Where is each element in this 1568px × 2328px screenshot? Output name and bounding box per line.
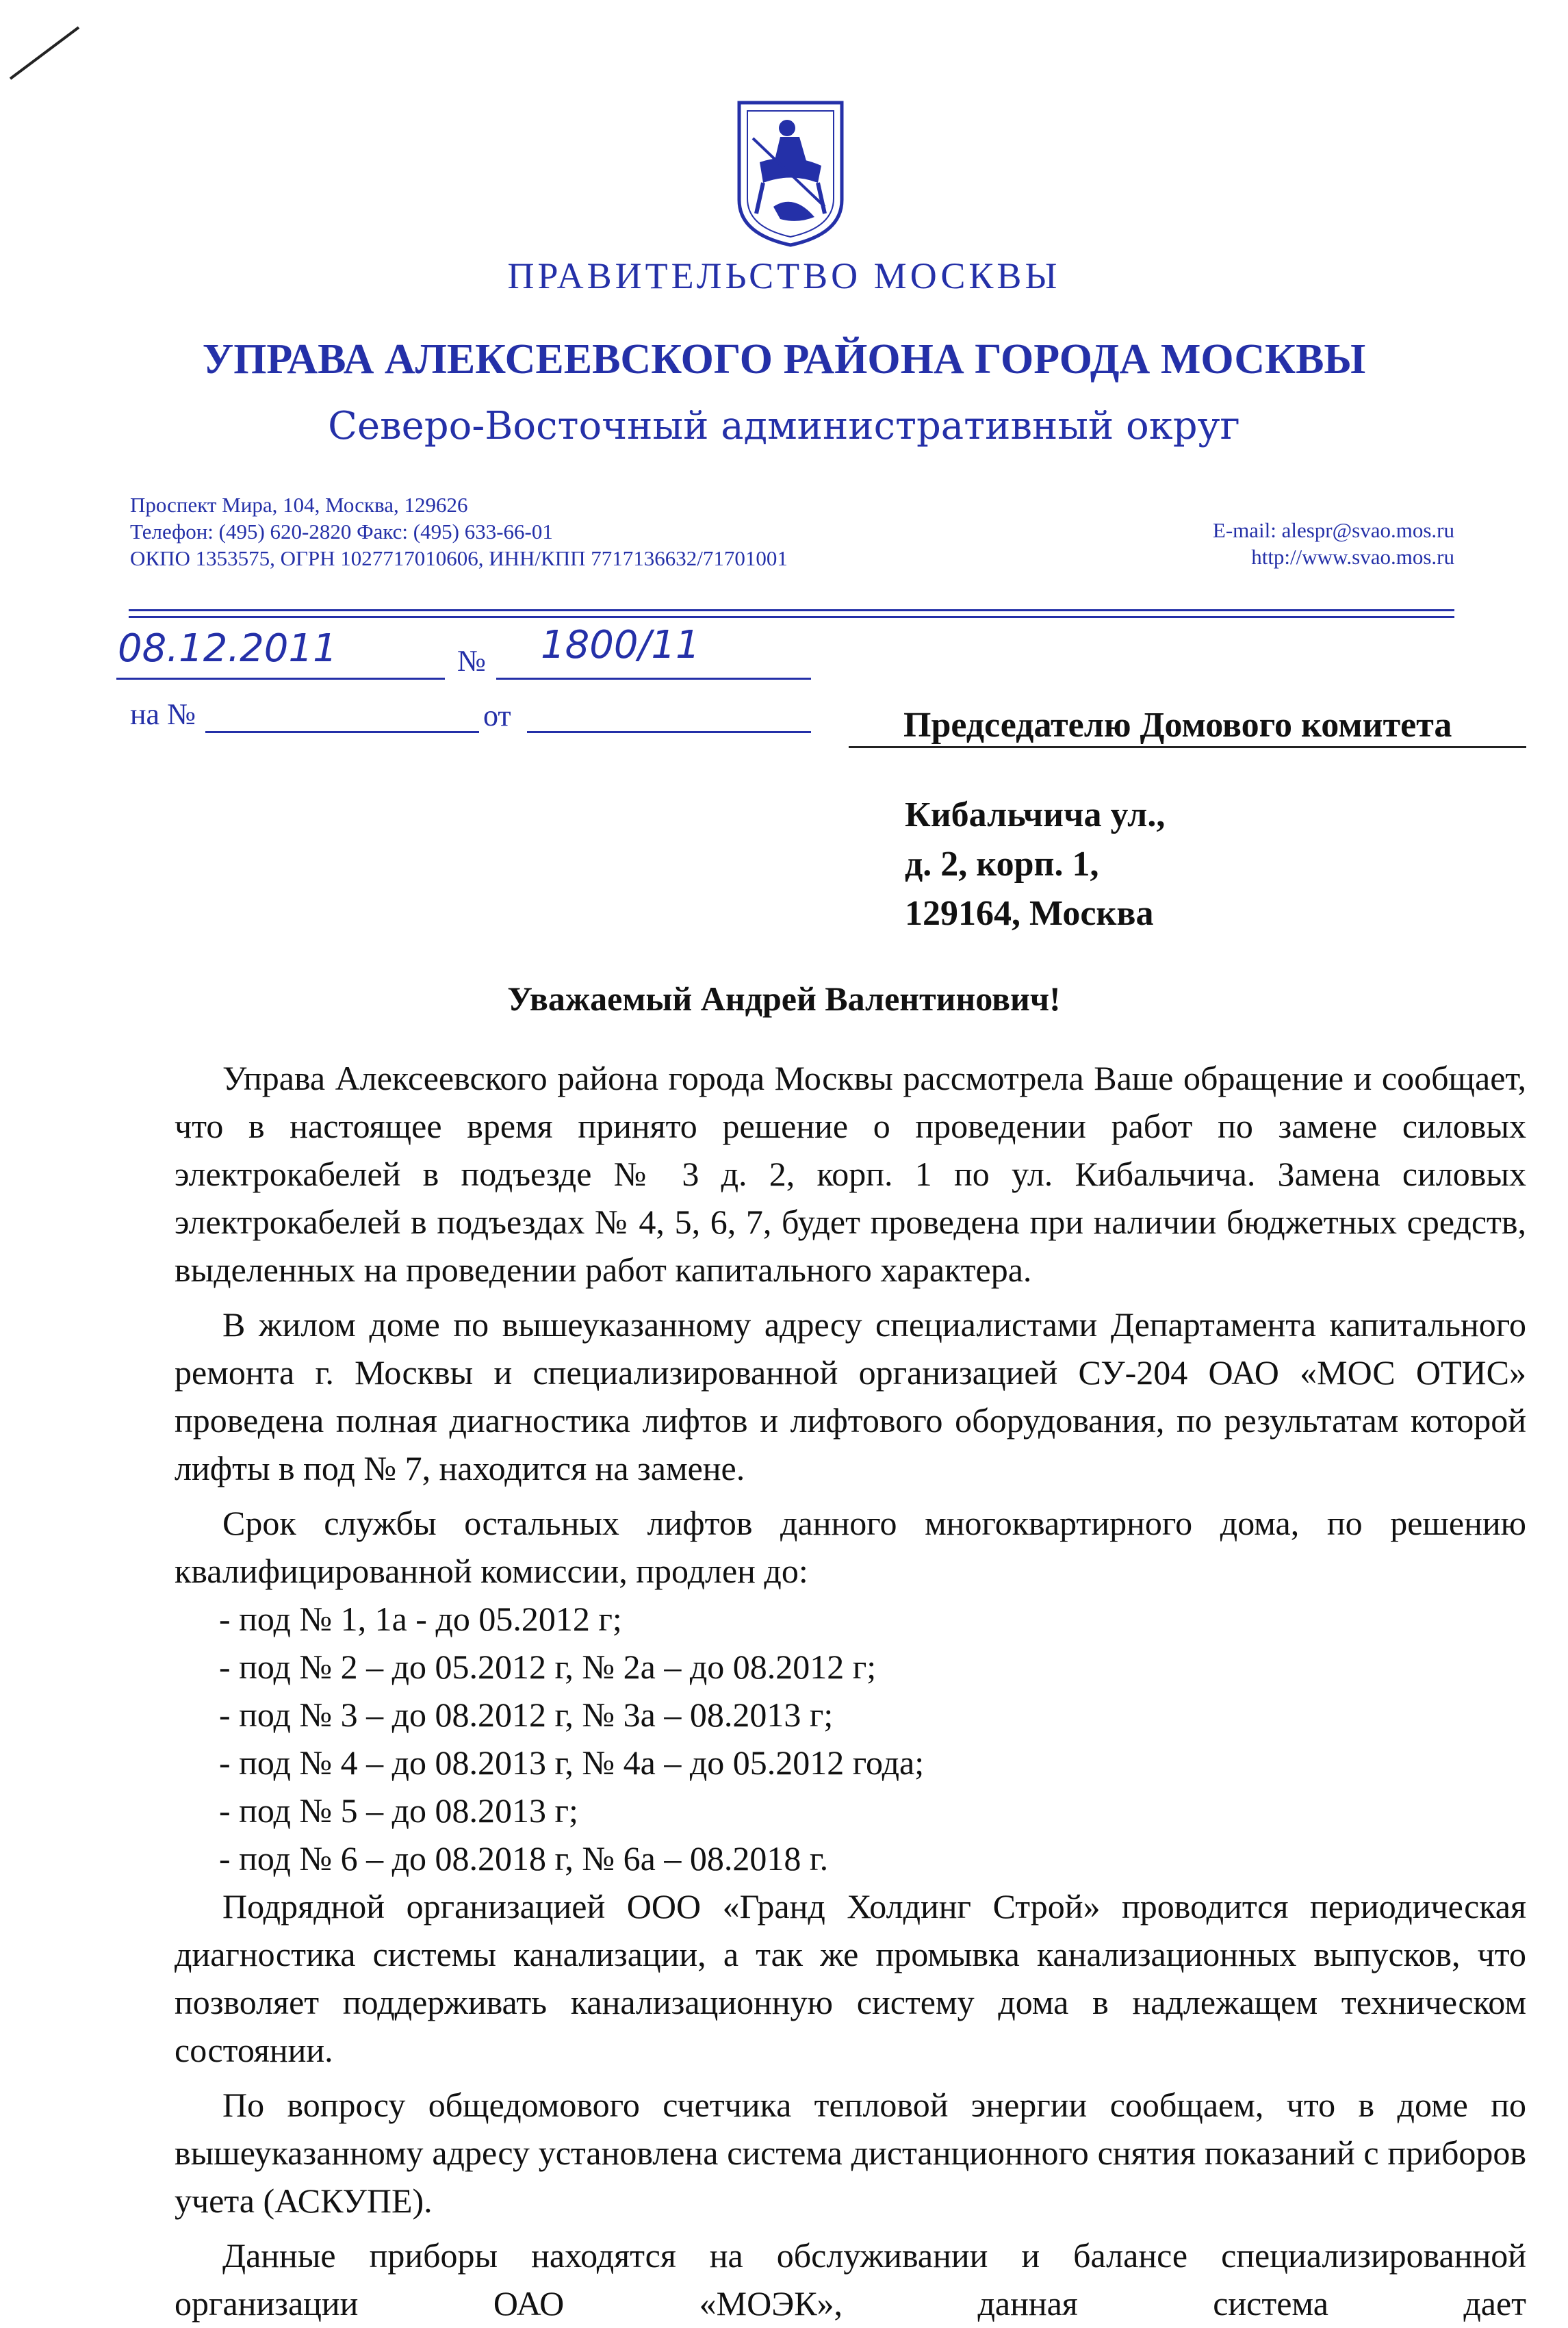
paragraph-cable-replacement: Управа Алексеевского района города Москвы рассмотрела Ваше обращение и сообщает, что в настоящее время принято решение о проведении работ по замене силовых электрокабелей в подъезде № 3 д. 2, корп. 1 по ул. Кибальчича. Замена силовых электрокабелей в подъездах № 4, 5, 6, 7, будет проведена при наличии бюджетных средств, выделенных на проведении работ капитального характера. [175, 1059, 1526, 1289]
paragraph-heat-meter: По вопросу общедомового счетчика тепловой энергии сообщаем, что в доме по вышеуказанному адресу установлена система дистанционного снятия показаний с приборов учета (АСКУПЕ). [175, 2086, 1526, 2220]
paragraph-lift-service-life: Срок службы остальных лифтов данного многоквартирного дома, по решению квалифицированной комиссии, продлен до: [175, 1504, 1526, 1590]
addressee-line-2: Кибальчича ул., [905, 795, 1166, 834]
from-label: от [483, 699, 511, 732]
paragraph-meter-maintenance: Данные приборы находятся на обслуживании и балансе специализированной организации ОАО «МОЭК», данная система дает [175, 2236, 1526, 2323]
district-title: Северо-Восточный административный округ [328, 404, 1240, 448]
addressee-underline [849, 746, 1526, 748]
list-item: - под № 6 – до 08.2018 г, № 6а – 08.2018 г. [219, 1839, 829, 1878]
number-label: № [457, 644, 486, 678]
addressee-line-1: Председателю Домового комитета [903, 706, 1452, 745]
from-line [527, 731, 811, 733]
registration-line: ОКПО 1353575, ОГРН 1027717010606, ИНН/КПП 7717136632/71701001 [130, 546, 788, 570]
header-rule-bottom [129, 616, 1454, 618]
ref-line [205, 731, 479, 733]
moscow-coat-of-arms-icon [732, 97, 849, 249]
phone-fax-line: Телефон: (495) 620-2820 Факс: (495) 633-66-01 [130, 520, 553, 543]
ref-label: на № [130, 698, 196, 731]
header-rule-top [129, 609, 1454, 611]
list-item: - под № 5 – до 08.2013 г; [219, 1791, 578, 1830]
list-item: - под № 1, 1а - до 05.2012 г; [219, 1600, 622, 1638]
addressee-line-3: д. 2, корп. 1, [905, 845, 1099, 884]
list-item: - под № 2 – до 05.2012 г, № 2а – до 08.2012 г; [219, 1648, 877, 1686]
contacts-left [130, 491, 788, 572]
list-item: - под № 4 – до 08.2013 г, № 4а – до 05.2012 года; [219, 1743, 925, 1782]
government-title: ПРАВИТЕЛЬСТВО МОСКВЫ [507, 255, 1061, 296]
date-handwritten: 08.12.2011 [118, 626, 337, 671]
email-line: E-mail: alespr@svao.mos.ru [1212, 518, 1454, 542]
scan-mark [7, 21, 82, 82]
addressee-line-4: 129164, Москва [905, 894, 1154, 933]
website-line: http://www.svao.mos.ru [1251, 545, 1454, 569]
list-item: - под № 3 – до 08.2012 г, № 3а – 08.2013 г; [219, 1696, 834, 1734]
organization-title: УПРАВА АЛЕКСЕЕВСКОГО РАЙОНА ГОРОДА МОСКВЫ [202, 336, 1366, 383]
contacts-right [1213, 517, 1454, 570]
addressee-block [905, 791, 1165, 938]
date-line [116, 678, 445, 680]
address-line: Проспект Мира, 104, Москва, 129626 [130, 493, 468, 517]
paragraph-sewerage: Подрядной организацией ООО «Гранд Холдинг Строй» проводится периодическая диагностика системы канализации, а так же промывка канализационных выпусков, что позволяет поддерживать канализационную систему дома в надлежащем техническом состоянии. [175, 1887, 1526, 2069]
greeting: Уважаемый Андрей Валентинович! [507, 980, 1061, 1018]
number-line [496, 678, 811, 680]
letter-body [175, 1054, 1526, 2327]
number-handwritten: 1800/11 [541, 623, 700, 667]
paragraph-lift-diagnostics: В жилом доме по вышеуказанному адресу специалистами Департамента капитального ремонта г. Москвы и специализированной организацией СУ-204 ОАО «МОС ОТИС» проведена полная диагностика лифтов и лифтового оборудования, по результатам которой лифты в под № 7, находится на замене. [175, 1305, 1526, 1487]
